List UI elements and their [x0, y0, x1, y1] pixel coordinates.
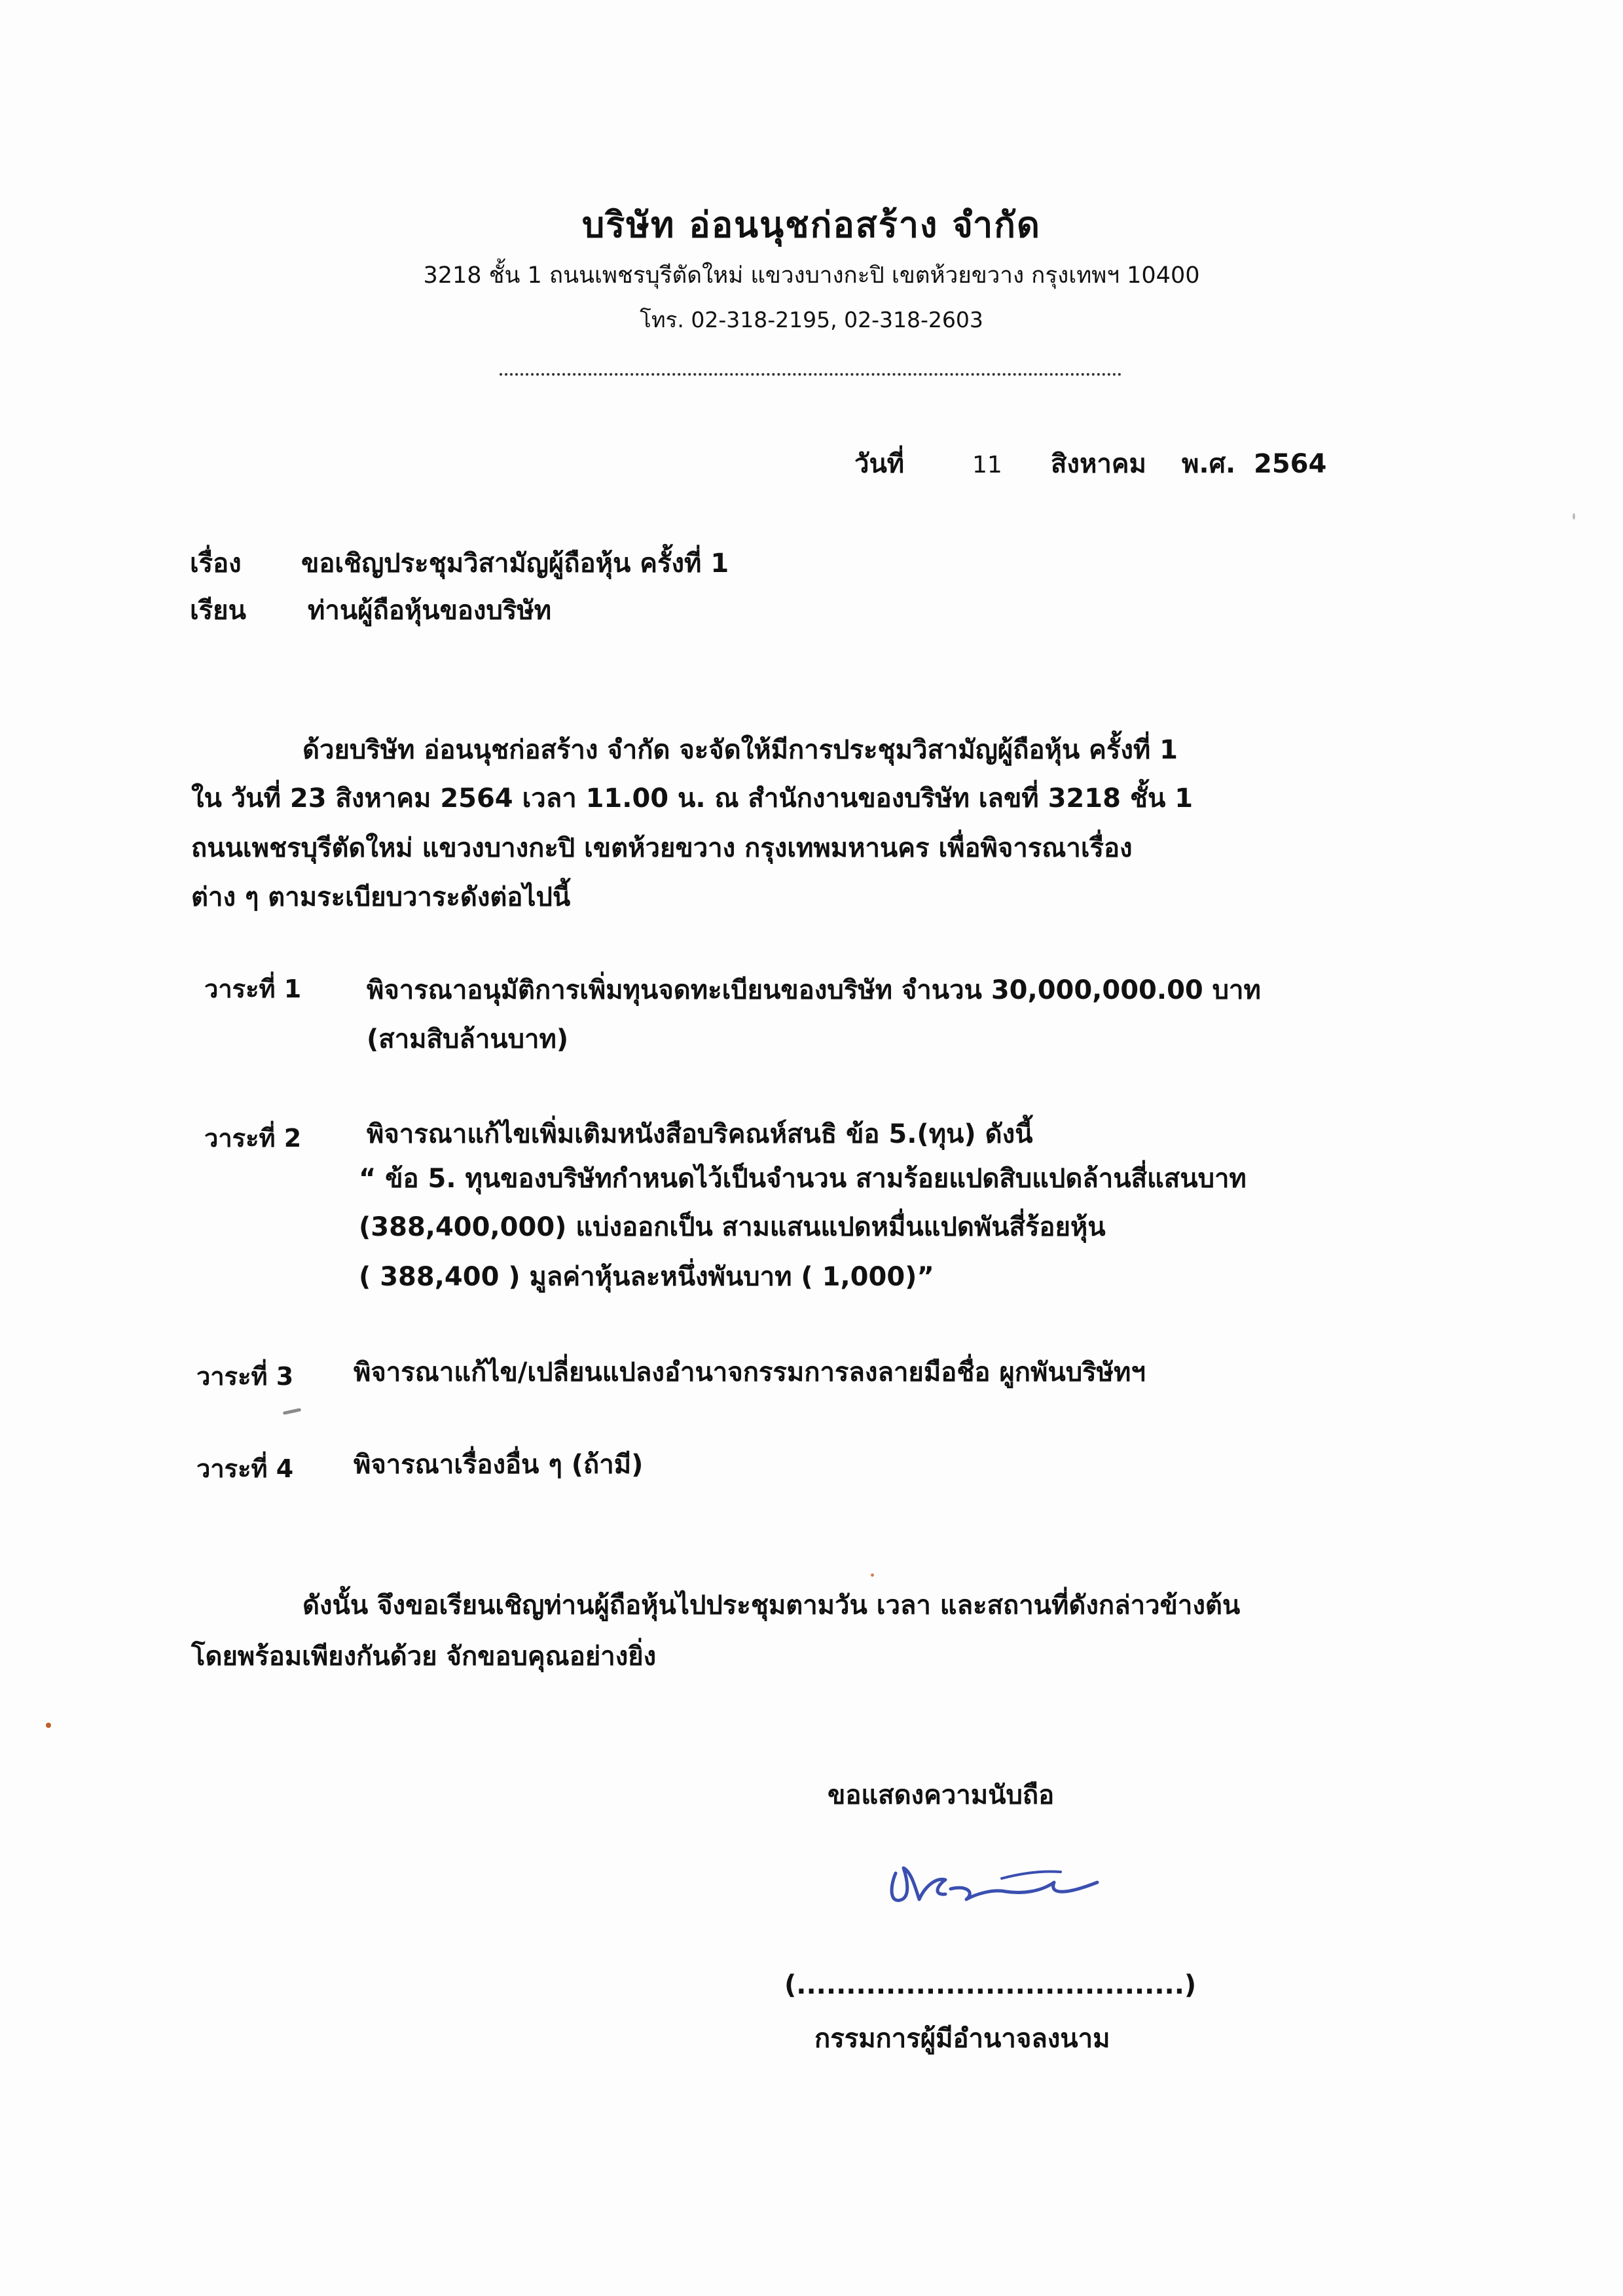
agenda-1-label: วาระที่ 1 — [204, 975, 302, 1003]
scan-speck — [1573, 513, 1575, 520]
recipient-label: เรียน — [190, 596, 246, 626]
body-line: ถนนเพชรบุรีตัดใหม่ แขวงบางกะปิ เขตห้วยขวาง กรุงเทพมหานคร เพื่อพิจารณาเรื่อง — [191, 833, 1133, 863]
closing-line: ดังนั้น จึงขอเรียนเชิญท่านผู้ถือหุ้นไปประชุมตามวัน เวลา และสถานที่ดังกล่าวข้างต้น — [302, 1590, 1241, 1621]
recipient-text: ท่านผู้ถือหุ้นของบริษัท — [308, 596, 552, 626]
agenda-1-line: พิจารณาอนุมัติการเพิ่มทุนจดทะเบียนของบริษัท จำนวน 30,000,000.00 บาท — [367, 975, 1261, 1005]
header-divider — [500, 373, 1122, 376]
date-year: 2564 — [1254, 449, 1327, 479]
date-era: พ.ศ. — [1182, 449, 1236, 479]
scan-speck — [283, 1408, 301, 1415]
agenda-2-label: วาระที่ 2 — [204, 1124, 302, 1153]
body-line: ด้วยบริษัท อ่อนนุชก่อสร้าง จำกัด จะจัดให้มีการประชุมวิสามัญผู้ถือหุ้น ครั้งที่ 1 — [302, 735, 1178, 765]
body-line: ต่าง ๆ ตามระเบียบวาระดังต่อไปนี้ — [191, 882, 571, 912]
signer-name-blank: (.......................................) — [784, 1970, 1197, 2000]
agenda-2-line: “ ข้อ 5. ทุนของบริษัทกำหนดไว้เป็นจำนวน สามร้อยแปดสิบแปดล้านสี่แสนบาท — [359, 1164, 1247, 1194]
date-month: สิงหาคม — [1051, 449, 1146, 479]
subject-label: เรื่อง — [190, 548, 242, 579]
agenda-2-line: ( 388,400 ) มูลค่าหุ้นละหนึ่งพันบาท ( 1,000)” — [359, 1262, 934, 1292]
agenda-2-line: (388,400,000) แบ่งออกเป็น สามแสนแปดหมื่นแปดพันสี่ร้อยหุ้น — [359, 1212, 1106, 1242]
company-name: บริษัท อ่อนนุชก่อสร้าง จำกัด — [582, 204, 1041, 245]
scan-speck — [871, 1573, 874, 1577]
subject-text: ขอเชิญประชุมวิสามัญผู้ถือหุ้น ครั้งที่ 1 — [301, 548, 729, 579]
body-line: ใน วันที่ 23 สิงหาคม 2564 เวลา 11.00 น. ณ สำนักงานของบริษัท เลขที่ 3218 ชั้น 1 — [191, 783, 1194, 814]
company-phone: โทร. 02-318-2195, 02-318-2603 — [640, 307, 983, 332]
agenda-4-line: พิจารณาเรื่องอื่น ๆ (ถ้ามี) — [354, 1450, 644, 1480]
date-day: 11 — [972, 452, 1002, 478]
signer-title: กรรมการผู้มีอำนาจลงนาม — [814, 2024, 1110, 2054]
scan-speck — [46, 1723, 51, 1728]
agenda-2-line: พิจารณาแก้ไขเพิ่มเติมหนังสือบริคณห์สนธิ ข้อ 5.(ทุน) ดังนี้ — [367, 1119, 1033, 1149]
agenda-4-label: วาระที่ 4 — [196, 1454, 294, 1483]
regards-text: ขอแสดงความนับถือ — [828, 1780, 1055, 1810]
company-address: 3218 ชั้น 1 ถนนเพชรบุรีตัดใหม่ แขวงบางกะปิ เขตห้วยขวาง กรุงเทพฯ 10400 — [423, 262, 1200, 289]
letter-date — [854, 442, 1326, 484]
date-label: วันที่ — [854, 449, 905, 479]
agenda-3-label: วาระที่ 3 — [196, 1362, 294, 1391]
handwritten-signature — [877, 1826, 1113, 1918]
closing-line: โดยพร้อมเพียงกันด้วย จักขอบคุณอย่างยิ่ง — [191, 1641, 657, 1672]
agenda-3-line: พิจารณาแก้ไข/เปลี่ยนแปลงอำนาจกรรมการลงลายมือชื่อ ผูกพันบริษัทฯ — [354, 1357, 1146, 1388]
agenda-1-line: (สามสิบล้านบาท) — [367, 1024, 569, 1054]
